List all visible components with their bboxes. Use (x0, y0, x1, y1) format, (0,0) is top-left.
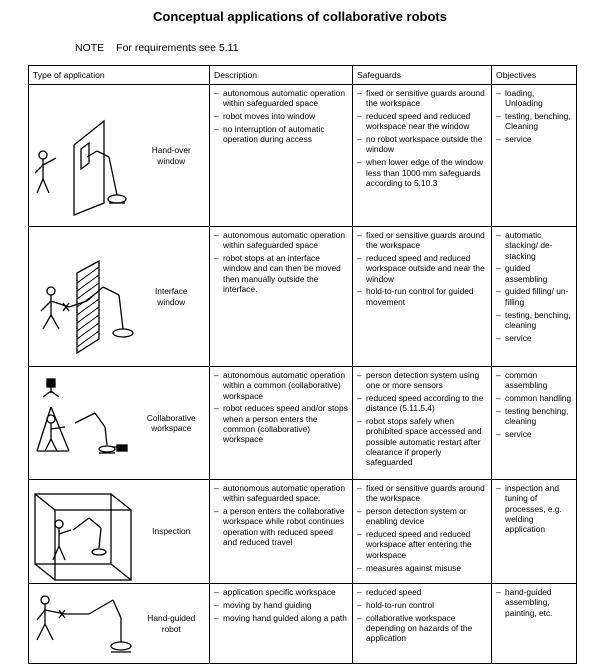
description-cell (210, 227, 353, 367)
list-item: – hold-to-run control for guided movement (357, 286, 488, 307)
header-type: Type of application (29, 66, 210, 85)
description-cell (210, 584, 353, 664)
list-item: – reduced speed and reduced workspace outside and near the window (357, 253, 488, 284)
list-item: – a person enters the collaborative workspace while robot continues operation with reduced speed and reduced travel (214, 506, 349, 547)
header-objectives: Objectives (492, 66, 577, 85)
list-item: – guided assembling (496, 263, 573, 284)
header-row (29, 66, 577, 85)
list-item: – application specific workspace (214, 587, 349, 597)
list-item: – person detection system using one or more sensors (357, 370, 488, 391)
list-item: – robot reduces speed and/or stops when a person enters the common (collaborative) workspace (214, 403, 349, 444)
list-item: – reduced speed (357, 587, 488, 597)
list-item: – measures against misuse (357, 563, 488, 573)
table-row (29, 480, 577, 584)
objectives-cell (492, 584, 577, 664)
list-item: – loading, Unloading (496, 88, 573, 109)
objectives-cell (492, 85, 577, 227)
figure-cell (29, 367, 134, 480)
objectives-cell (492, 227, 577, 367)
list-item: – autonomous automatic operation within safeguarded space. (214, 483, 349, 504)
list-item: – fixed or sensitive guards around the workspace (357, 483, 488, 504)
safeguards-cell (353, 85, 492, 227)
list-item: – moving hand guided along a path (214, 613, 349, 623)
list-item: – service (496, 134, 573, 144)
collaborative-workspace-illustration (29, 367, 134, 480)
figure-cell (29, 85, 134, 227)
list-item: – person detection system or enabling device (357, 506, 488, 527)
list-item: – robot stops safely when prohibited space accessed and possible automatic restart after clearance if properly safeguarded (357, 416, 488, 467)
list-item: – service (496, 429, 573, 439)
header-description: Description (210, 66, 353, 85)
description-cell (210, 480, 353, 584)
list-item: – robot stops at an interface window and can then be moved then manually outside the interface. (214, 253, 349, 294)
safeguards-cell (353, 480, 492, 584)
safeguards-cell (353, 367, 492, 480)
list-item: – reduced speed and reduced workspace near the window (357, 111, 488, 132)
application-name: Hand-guided robot (134, 584, 210, 664)
list-item: – moving by hand guiding (214, 600, 349, 610)
application-name: Interface window (134, 227, 210, 367)
hand-over-window-illustration (29, 85, 134, 227)
list-item: – testing benching, cleaning (496, 406, 573, 427)
list-item: – robot moves into window (214, 111, 349, 121)
objectives-cell (492, 480, 577, 584)
figure-cell (29, 480, 134, 584)
list-item: – reduced speed and reduced workspace after entering the workspace (357, 529, 488, 560)
list-item: – hold-to-run control (357, 600, 488, 610)
list-item: – when lower edge of the window less than 1000 mm safeguards according to 5.10.3 (357, 157, 488, 188)
table-row (29, 85, 577, 227)
applications-table (28, 65, 577, 664)
figure-cell (29, 584, 134, 664)
figure-cell (29, 227, 134, 367)
list-item: – no robot workspace outside the window (357, 134, 488, 155)
list-item: – service (496, 333, 573, 343)
list-item: – fixed or sensitive guards around the workspace (357, 88, 488, 109)
list-item: – common assembling (496, 370, 573, 391)
safeguards-cell (353, 584, 492, 664)
safeguards-cell (353, 227, 492, 367)
description-cell (210, 367, 353, 480)
note-label: NOTE (75, 42, 105, 54)
list-item: – automatic stacking/ de-stacking (496, 230, 573, 261)
list-item: – guided filling/ un-filling (496, 286, 573, 307)
list-item: – common handling (496, 393, 573, 403)
list-item: – reduced speed according to the distance (5.11.5.4) (357, 393, 488, 414)
list-item: – fixed or sensitive guards around the workspace (357, 230, 488, 251)
table-row (29, 367, 577, 480)
table-row (29, 227, 577, 367)
list-item: – inspection and tuning of processes, e.g. welding application (496, 483, 573, 534)
list-item: – testing, benching, Cleaning (496, 111, 573, 132)
objectives-cell (492, 367, 577, 480)
list-item: – no interruption of automatic operation during access (214, 124, 349, 145)
hand-guided-robot-illustration (29, 584, 134, 664)
list-item: – collaborative workspace depending on hazards of the application (357, 613, 488, 644)
interface-window-illustration (29, 227, 134, 367)
inspection-illustration (29, 480, 134, 584)
note (75, 42, 239, 54)
note-text: For requirements see 5.11 (116, 42, 239, 54)
list-item: – autonomous automatic operation within safeguarded space (214, 230, 349, 251)
table-row (29, 584, 577, 664)
list-item: – autonomous automatic operation within a common (collaborative) workspace (214, 370, 349, 401)
list-item: – hand-guided assembling, painting, etc. (496, 587, 573, 618)
list-item: – autonomous automatic operation within safeguarded space (214, 88, 349, 109)
application-name: Hand-over window (134, 85, 210, 227)
application-name: Collaborative workspace (134, 367, 210, 480)
page-title: Conceptual applications of collaborative robots (153, 9, 447, 24)
header-safeguards: Safeguards (353, 66, 492, 85)
application-name: Inspection (134, 480, 210, 584)
description-cell (210, 85, 353, 227)
list-item: – testing, benching, cleaning (496, 310, 573, 331)
